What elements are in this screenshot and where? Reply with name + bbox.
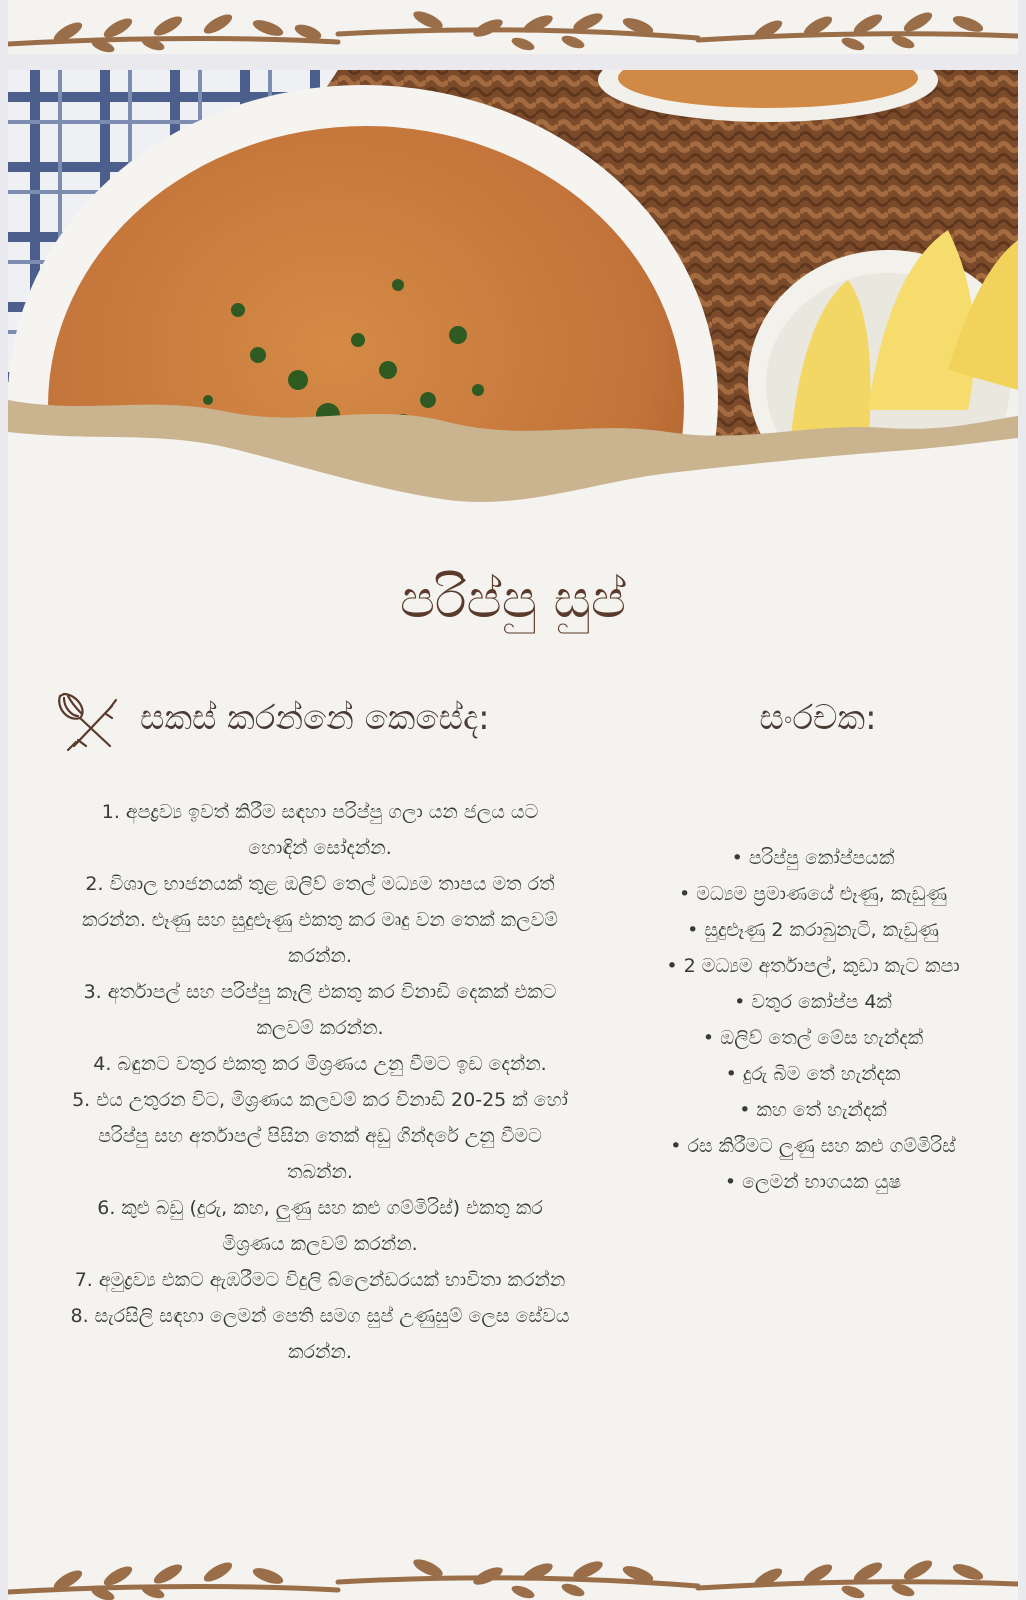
ingredient-item: • 2 මධ්‍යම අර්තාපල්, කුඩා කැට කපා	[628, 948, 998, 984]
divider-gap	[8, 54, 1018, 70]
ingredient-item: • ලෙමන් භාගයක යුෂ	[628, 1164, 998, 1200]
ingredient-item: • වතුර කෝප්ප 4ක්	[628, 984, 998, 1020]
top-ornament	[8, 0, 1018, 54]
ingredient-item: • පරිප්පු කෝප්පයක්	[628, 840, 998, 876]
method-step: 5. එය උතුරන විට, මිශ්‍රණය කලවම් කර විනාඩි 20-25 ක් හෝ පරිප්පු සහ අර්තාපල් පිසින තෙක් අඩු ගින්දරේ උනු වීමට තබන්න.	[72, 1089, 568, 1183]
ingredient-item: • රස කිරීමට ලුණු සහ කළු ගම්මිරිස්	[628, 1128, 998, 1164]
ingredient-item: • දුරු බිම තේ හැන්දක	[628, 1056, 998, 1092]
ingredients-heading: සංරචක:	[759, 698, 877, 738]
whisk-rolling-pin-icon	[54, 688, 118, 752]
bottom-ornament	[8, 1548, 1018, 1600]
ingredient-item: • මධ්‍යම ප්‍රමාණයේ ළූණු, කැඩුණු	[628, 876, 998, 912]
ingredient-item: • සුදුළූණු 2 කරාබුනැටි, කැඩුණු	[628, 912, 998, 948]
method-step: 3. අර්තාපල් සහ පරිප්පු කෑලි එකතු කර විනාඩි දෙකක් එකට කලවම් කරන්න.	[83, 981, 557, 1039]
method-step: 4. බඳුනට වතුර එකතු කර මිශ්‍රණය උනු වීමට ඉඩ දෙන්න.	[93, 1053, 547, 1075]
method-steps-list	[70, 794, 570, 1370]
method-heading: සකස් කරන්නේ කෙසේද:	[140, 698, 490, 738]
ingredients-list	[628, 840, 998, 1200]
ingredient-item: • කහ තේ හැන්දක්	[628, 1092, 998, 1128]
method-step: 6. කුළු බඩු (දුරු, කහ, ලුණු සහ කළු ගම්මිරිස්) එකතු කර මිශ්‍රණය කලවම් කරන්න.	[97, 1197, 543, 1255]
ingredient-item: • ඔලිව් තෙල් මේස හැන්දක්	[628, 1020, 998, 1056]
method-step: 1. අපද්‍රව්‍ය ඉවත් කිරීම සඳහා පරිප්පු ගලා යන ජලය යට හොඳින් සෝදන්න.	[101, 801, 539, 859]
method-step: 8. සැරසිලි සඳහා ලෙමන් පෙති සමග සුප් උණුසුම් ලෙස සේවය කරන්න.	[70, 1305, 570, 1363]
recipe-card	[8, 0, 1018, 1600]
recipe-title: පරිප්පු සුප්	[399, 570, 627, 630]
method-header	[50, 688, 570, 758]
soup-hero-image	[8, 70, 1018, 530]
method-step: 2. විශාල භාජනයක් තුළ ඔලිව් තෙල් මධ්‍යම තාපය මත රත් කරන්න. ළූණු සහ සුදුළූණු එකතු කර මෘදු වන තෙක් කලවම් කරන්න.	[82, 873, 558, 967]
method-step: 7. අමුද්‍රව්‍ය එකට ඇඹරීමට විදුලි බ්ලෙන්ඩරයක් භාවිතා කරන්න	[74, 1269, 566, 1291]
